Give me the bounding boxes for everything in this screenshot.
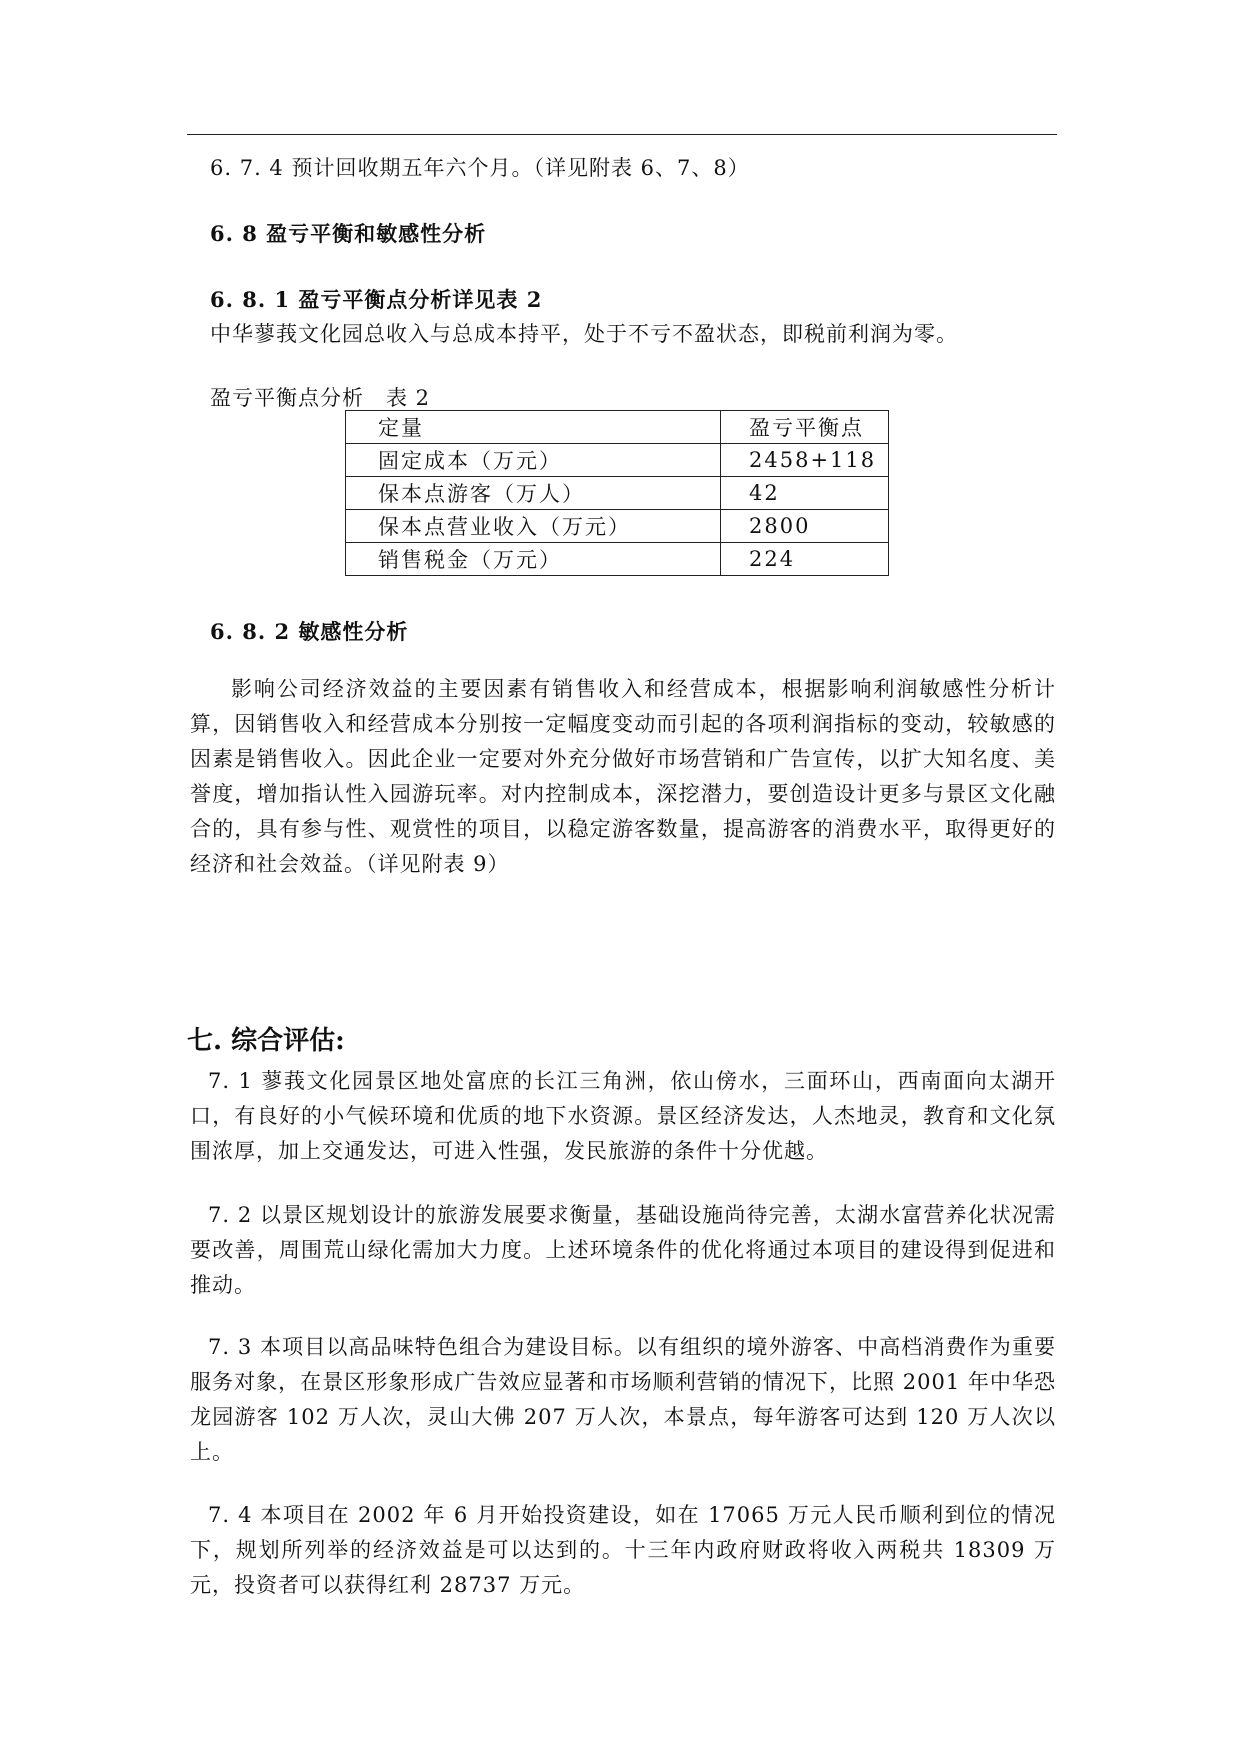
heading-6-8-2: 6. 8. 2 敏感性分析 — [210, 619, 409, 644]
paragraph-7-2-text: 7. 2 以景区规划设计的旅游发展要求衡量，基础设施尚待完善，太湖水富营养化状况需要改善，周围荒山绿化需加大力度。上述环境条件的优化将通过本项目的建设得到促进和推动。 — [190, 1203, 1056, 1297]
paragraph-7-2 — [190, 1198, 1056, 1303]
table-cell: 固定成本（万元） — [346, 444, 721, 477]
paragraph-7-4 — [190, 1498, 1056, 1603]
table-cell: 2800 — [721, 510, 889, 543]
paragraph-7-1 — [190, 1064, 1056, 1169]
paragraph-6-8-1: 中华蓼莪文化园总收入与总成本持平，处于不亏不盈状态，即税前利润为零。 — [210, 322, 958, 346]
table-header-cell: 定量 — [346, 411, 721, 444]
paragraph-7-3-text: 7. 3 本项目以高品味特色组合为建设目标。以有组织的境外游客、中高档消费作为重要服务对象，在景区形象形成广告效应显著和市场顺利营销的情况下，比照 2001 年中华恐龙园游客 102 万人次，灵山大佛 207 万人次，本景点，每年游客可达到 120 万人次以上。 — [190, 1335, 1056, 1464]
table-cell: 2458+118 — [721, 444, 889, 477]
table-header-cell: 盈亏平衡点 — [721, 411, 889, 444]
table-row — [346, 444, 889, 477]
table-cell: 保本点营业收入（万元） — [346, 510, 721, 543]
paragraph-6-8-2-text: 影响公司经济效益的主要因素有销售收入和经营成本，根据影响利润敏感性分析计算，因销售收入和经营成本分别按一定幅度变动而引起的各项利润指标的变动，较敏感的因素是销售收入。因此企业一定要对外充分做好市场营销和广告宣传，以扩大知名度、美誉度，增加指认性入园游玩率。对内控制成本，深挖潜力，要创造设计更多与景区文化融合的，具有参与性、观赏性的项目，以稳定游客数量，提高游客的消费水平，取得更好的经济和社会效益。（详见附表 9） — [190, 677, 1056, 876]
table-cell: 销售税金（万元） — [346, 543, 721, 576]
table-caption: 盈亏平衡点分析 表 2 — [210, 386, 431, 410]
paragraph-7-3 — [190, 1330, 1056, 1470]
paragraph-7-1-text: 7. 1 蓼莪文化园景区地处富庶的长江三角洲，依山傍水，三面环山，西南面向太湖开口，有良好的小气候环境和优质的地下水资源。景区经济发达，人杰地灵，教育和文化氛围浓厚，加上交通发达，可进入性强，发民旅游的条件十分优越。 — [190, 1069, 1056, 1163]
table-row — [346, 477, 889, 510]
section-6-7-4: 6. 7. 4 预计回收期五年六个月。（详见附表 6、7、8） — [210, 156, 750, 180]
break-even-table — [345, 410, 889, 576]
heading-6-8: 6. 8 盈亏平衡和敏感性分析 — [210, 221, 487, 246]
table-cell: 42 — [721, 477, 889, 510]
table-cell: 保本点游客（万人） — [346, 477, 721, 510]
table-row — [346, 543, 889, 576]
section-7-title: 七. 综合评估: — [187, 1026, 345, 1056]
table-row — [346, 510, 889, 543]
table-header-row — [346, 411, 889, 444]
paragraph-7-4-text: 7. 4 本项目在 2002 年 6 月开始投资建设，如在 17065 万元人民币顺利到位的情况下，规划所列举的经济效益是可以达到的。十三年内政府财政将收入两税共 18309 万元，投资者可以获得红利 28737 万元。 — [190, 1503, 1056, 1597]
paragraph-6-8-2 — [190, 672, 1056, 882]
header-rule — [187, 134, 1057, 135]
table-cell: 224 — [721, 543, 889, 576]
heading-6-8-1: 6. 8. 1 盈亏平衡点分析详见表 2 — [210, 287, 543, 312]
